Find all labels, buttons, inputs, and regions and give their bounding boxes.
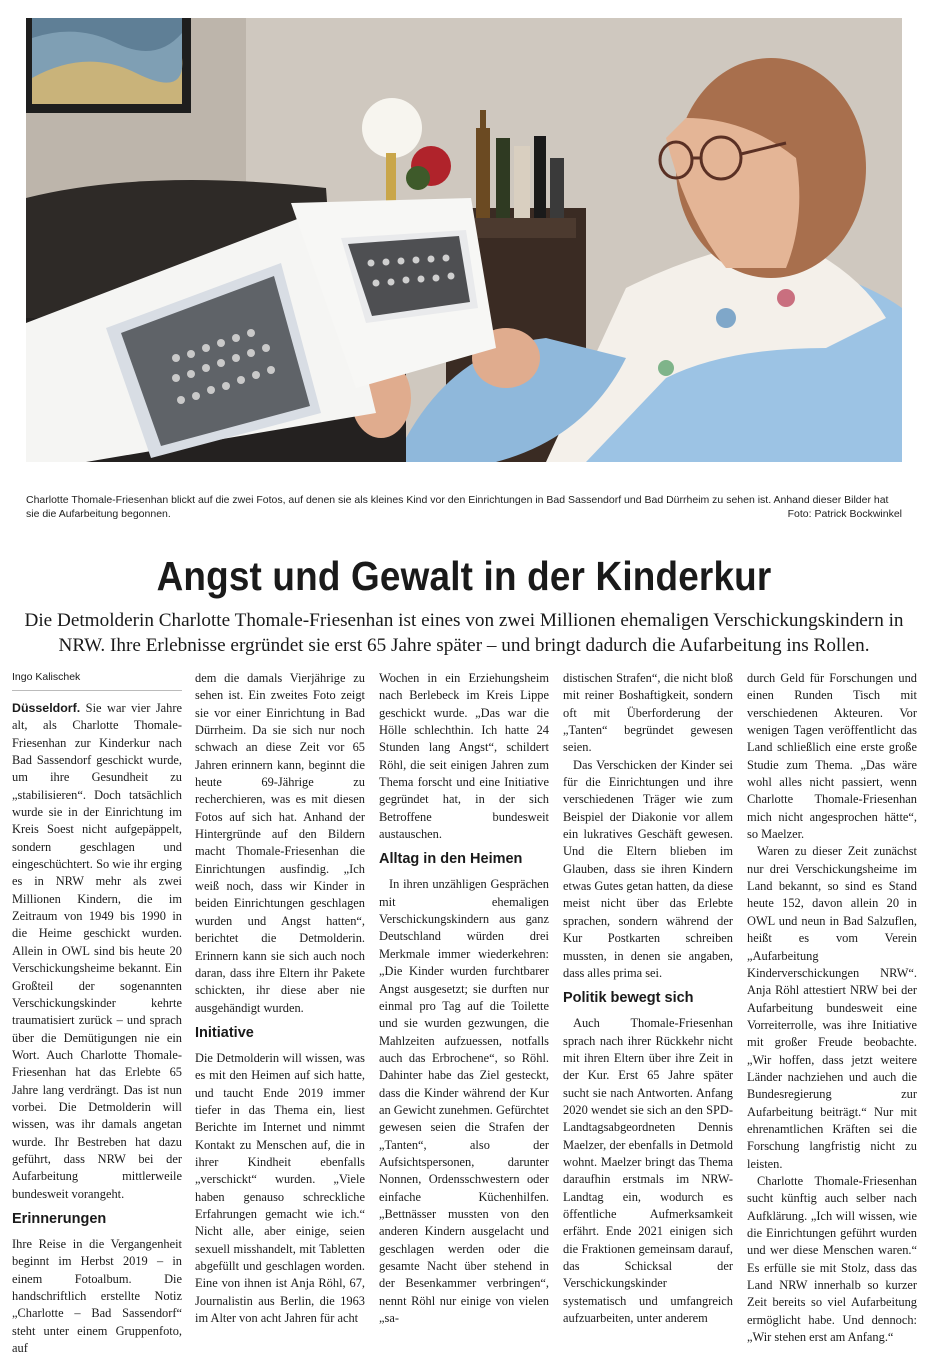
article-paragraph: distischen Strafen“, die nicht bloß mit reiner Boshaftigkeit, sondern oft mit Überforderung der „Tanten“ begründet gewesen seien. (563, 671, 733, 755)
photo-lamp (362, 98, 422, 158)
article-column-5 (747, 670, 917, 1346)
subheadline: Die Detmolderin Charlotte Thomale-Friesenhan ist eines von zwei Millionen ehemaligen Verschickungskindern in NRW. Ihre Erlebnisse ergründet sie erst 65 Jahre später – und bringt dadurch die Aufarbeitung ins Rollen. (24, 610, 904, 656)
section-heading: Alltag in den Heimen (379, 851, 523, 868)
section-heading: Erinnerungen (12, 1210, 107, 1227)
caption-text: Charlotte Thomale-Friesenhan blickt auf die zwei Fotos, auf denen sie als kleines Kind vor den Einrichtungen in Bad Sassendorf und Bad Dürrheim zu sehen ist. Anhand dieser Bilder hat sie die Aufarbeitung begonnen. (26, 494, 889, 520)
section-heading: Politik bewegt sich (563, 990, 694, 1007)
headline: Angst und Gewalt in der Kinderkur (156, 553, 772, 599)
photo-credit: Foto: Patrick Bockwinkel (787, 508, 902, 520)
article-column-2 (195, 670, 365, 1327)
article-column-4 (563, 670, 733, 1327)
article-paragraph: Ihre Reise in die Vergangenheit beginnt im Herbst 2019 – in einem Fotoalbum. Die handschriftlich erstellte Notiz „Charlotte – Bad Sassendorf“ steht unter einem Gruppenfoto, auf (12, 1236, 182, 1356)
article-paragraph: In ihren unzähligen Gesprächen mit ehemaligen Verschickungskindern aus ganz Deutschland würden drei Merkmale immer wiederkehren: „Die Kinder wurden furchtbarer Angst ausgesetzt; sie durften nur einmal pro Tag auf die Toilette und sie wurden gezwungen, die Mahlzeiten aufzuessen, notfalls auch das Erbrochene“, so Röhl. Dahinter habe das Ziel gesteckt, dass die Kinder während der Kur an Gewicht zunehmen. Gefürchtet gewesen seien die Strafen der „Tanten“, also der Aufsichtspersonen, darunter Nonnen, Ordensschwestern oder einfache Küchenhilfen. „Bettnässer mussten von den anderen Kindern ausgelacht und geschlagen werden oder die gesamte Nacht über stehend in der Besenkammer verbringen“, nennt Röhl nur einige von vielen „sa- (379, 877, 549, 1326)
article-paragraph: Waren zu dieser Zeit zunächst nur drei Verschickungsheime im Land bekannt, so sind es Stand heute 152, davon allein 20 in OWL und neun in Bad Salzuflen, heißt es vom Verein „Aufarbeitung Kinderverschickungen NRW“. Anja Röhl attestiert NRW bei der Aufarbeitung bundesweit eine Vorreiterrolle, was ihre Initiative mit großer Freude beobachte. „Wir hoffen, dass jetzt weitere Länder nachziehen und auch die Bundesregierung zur Aufarbeitung beiträgt.“ Nur mit ehrenamtlichen Kräften sei die Forschung langfristig nicht zu leisten. (747, 844, 917, 1171)
article-column-3 (379, 670, 549, 1327)
photo-illustration (26, 18, 902, 462)
article-photo (26, 18, 902, 462)
photo-caption (26, 493, 902, 521)
article-paragraph: Auch Thomale-Friesenhan sprach nach ihrer Rückkehr nicht mit ihren Eltern über ihre Zeit in der Kur. Erst 65 Jahre später sucht sie nach Antworten. Anfang 2020 wendet sie sich an den SPD-Landtagsabgeordneten Dennis Maelzer, der ebenfalls in Detmold wohnt. Maelzer bringt das Thema daraufhin erstmals im NRW-Landtag ein, wodurch es öffentliche Aufmerksamkeit erfährt. Ende 2021 einigen sich die Fraktionen gemeinsam darauf, das Schicksal der Verschickungskinder systematisch und umfangreich aufzuarbeiten, unter anderem (563, 1016, 733, 1326)
paragraph-text: Sie war vier Jahre alt, als Charlotte Thomale-Friesenhan zur Kinderkur nach Bad Sassendorf geschickt wurde, um ihre Gesundheit zu „stabilisieren“. Doch tatsächlich wurde sie in der Einrichtung im Kreis Soest nicht aufgepäppelt, sondern geschlagen und eingeschüchtert. So wie ihr erging es in NRW mehr als zwei Millionen Kindern, die im Zeitraum von 1949 bis 1990 in die Heime geschickt wurden. Allein in OWL sind bis heute 20 Verschickungsheime bekannt. Ein Großteil der sogenannten Verschickungskinder kehrte traumatisiert zurück – und sprach über die Demütigungen nie ein Wort. Auch Charlotte Thomale-Friesenhan hat das Erlebte 65 Jahre lang verdrängt. Das ist nun vorbei. Die Detmolderin will wissen, was ihr damals angetan wurde. Ihr Bestreben hat dazu geführt, dass NRW bei der Aufarbeitung mittlerweile bundesweit vorangeht. (12, 701, 182, 1201)
article-paragraph: Die Detmolderin will wissen, was es mit den Heimen auf sich hatte, und taucht Ende 2019 immer tiefer in das Thema ein, liest Berichte im Internet und nimmt Kontakt zu Menschen auf, die in ihrer Kindheit ebenfalls „verschickt“ wurden. „Viele haben genauso schreckliche Erfahrungen gemacht wie ich.“ Nicht alle, aber einige, seien sexuell misshandelt, mit Tabletten abgefüllt und geschlagen worden. Eine von ihnen ist Anja Röhl, 67, Journalistin aus Berlin, die 1963 im Alter von acht Jahren für acht (195, 1050, 365, 1326)
article-paragraph: Charlotte Thomale-Friesenhan sucht künftig auch selber nach Aufklärung. „Ich will wissen, wie die Einrichtungen geführt wurden und wer diese Menschen waren.“ Es erfülle sie mit Stolz, dass das Land NRW innerhalb so kurzer Zeit bereits so viel Aufarbeitung ermöglicht habe. Und dennoch: „Wir stehen erst am Anfang.“ (747, 1173, 917, 1345)
article-column-1 (12, 670, 182, 1357)
section-heading: Initiative (195, 1024, 254, 1041)
article-paragraph: Wochen in ein Erziehungsheim nach Berlebeck im Kreis Lippe geschickt wurde. „Das war die Hölle schlechthin. Ich hatte 24 Stunden lang Angst“, schildert Röhl, die seit einigen Jahren zum Thema forscht und eine Initiative gegründet hat, in der sich Betroffene bundesweit austauschen. (379, 671, 549, 842)
article-paragraph: dem die damals Vierjährige zu sehen ist. Ein zweites Foto zeigt sie vor einer Einrichtung in Bad Dürrheim. Da sie sich nur noch schwach an diese Zeit vor 65 Jahren erinnern kann, beginnt die heute 69-Jährige zu recherchieren, was es mit diesen Fotos auf sich hat. Anhand der Hintergründe auf den Bildern macht Thomale-Friesenhan die Einrichtungen ausfindig. „Ich weiß noch, dass wir Kinder in beiden Einrichtungen geschlagen wurden und Angst hatten“, berichtet die Detmolderin. Erinnern kann sie sich auch noch daran, dass ihre Eltern ihr Pakete schickten, ihr diese aber nie ausgehändigt wurden. (195, 671, 365, 1015)
article-paragraph (12, 700, 182, 1203)
author-byline: Ingo Kalischek (12, 670, 182, 691)
dateline: Düsseldorf. (12, 701, 81, 715)
article-paragraph: Das Verschicken der Kinder sei für die Einrichtungen und ihre verschiedenen Träger wie zum Beispiel der Diakonie vor allem ein lukratives Geschäft gewesen. Und die Eltern blieben im Glauben, dass sie ihren Kindern etwas Gutes getan hatten, da diese meist nicht über das Erlebte sprachen, sondern während der Kur Postkarten schreiben mussten, in denen sie angaben, dass alles prima sei. (563, 757, 733, 980)
article-paragraph: durch Geld für Forschungen und einen Runden Tisch mit verschiedenen Akteuren. Vor wenigen Tagen veröffentlicht das Land schließlich eine erste große Studie zum Thema. „Das wäre wohl alles nicht passiert, wenn Charlotte Thomale-Friesenhan mich nicht angesprochen hätte“, so Maelzer. (747, 671, 917, 842)
